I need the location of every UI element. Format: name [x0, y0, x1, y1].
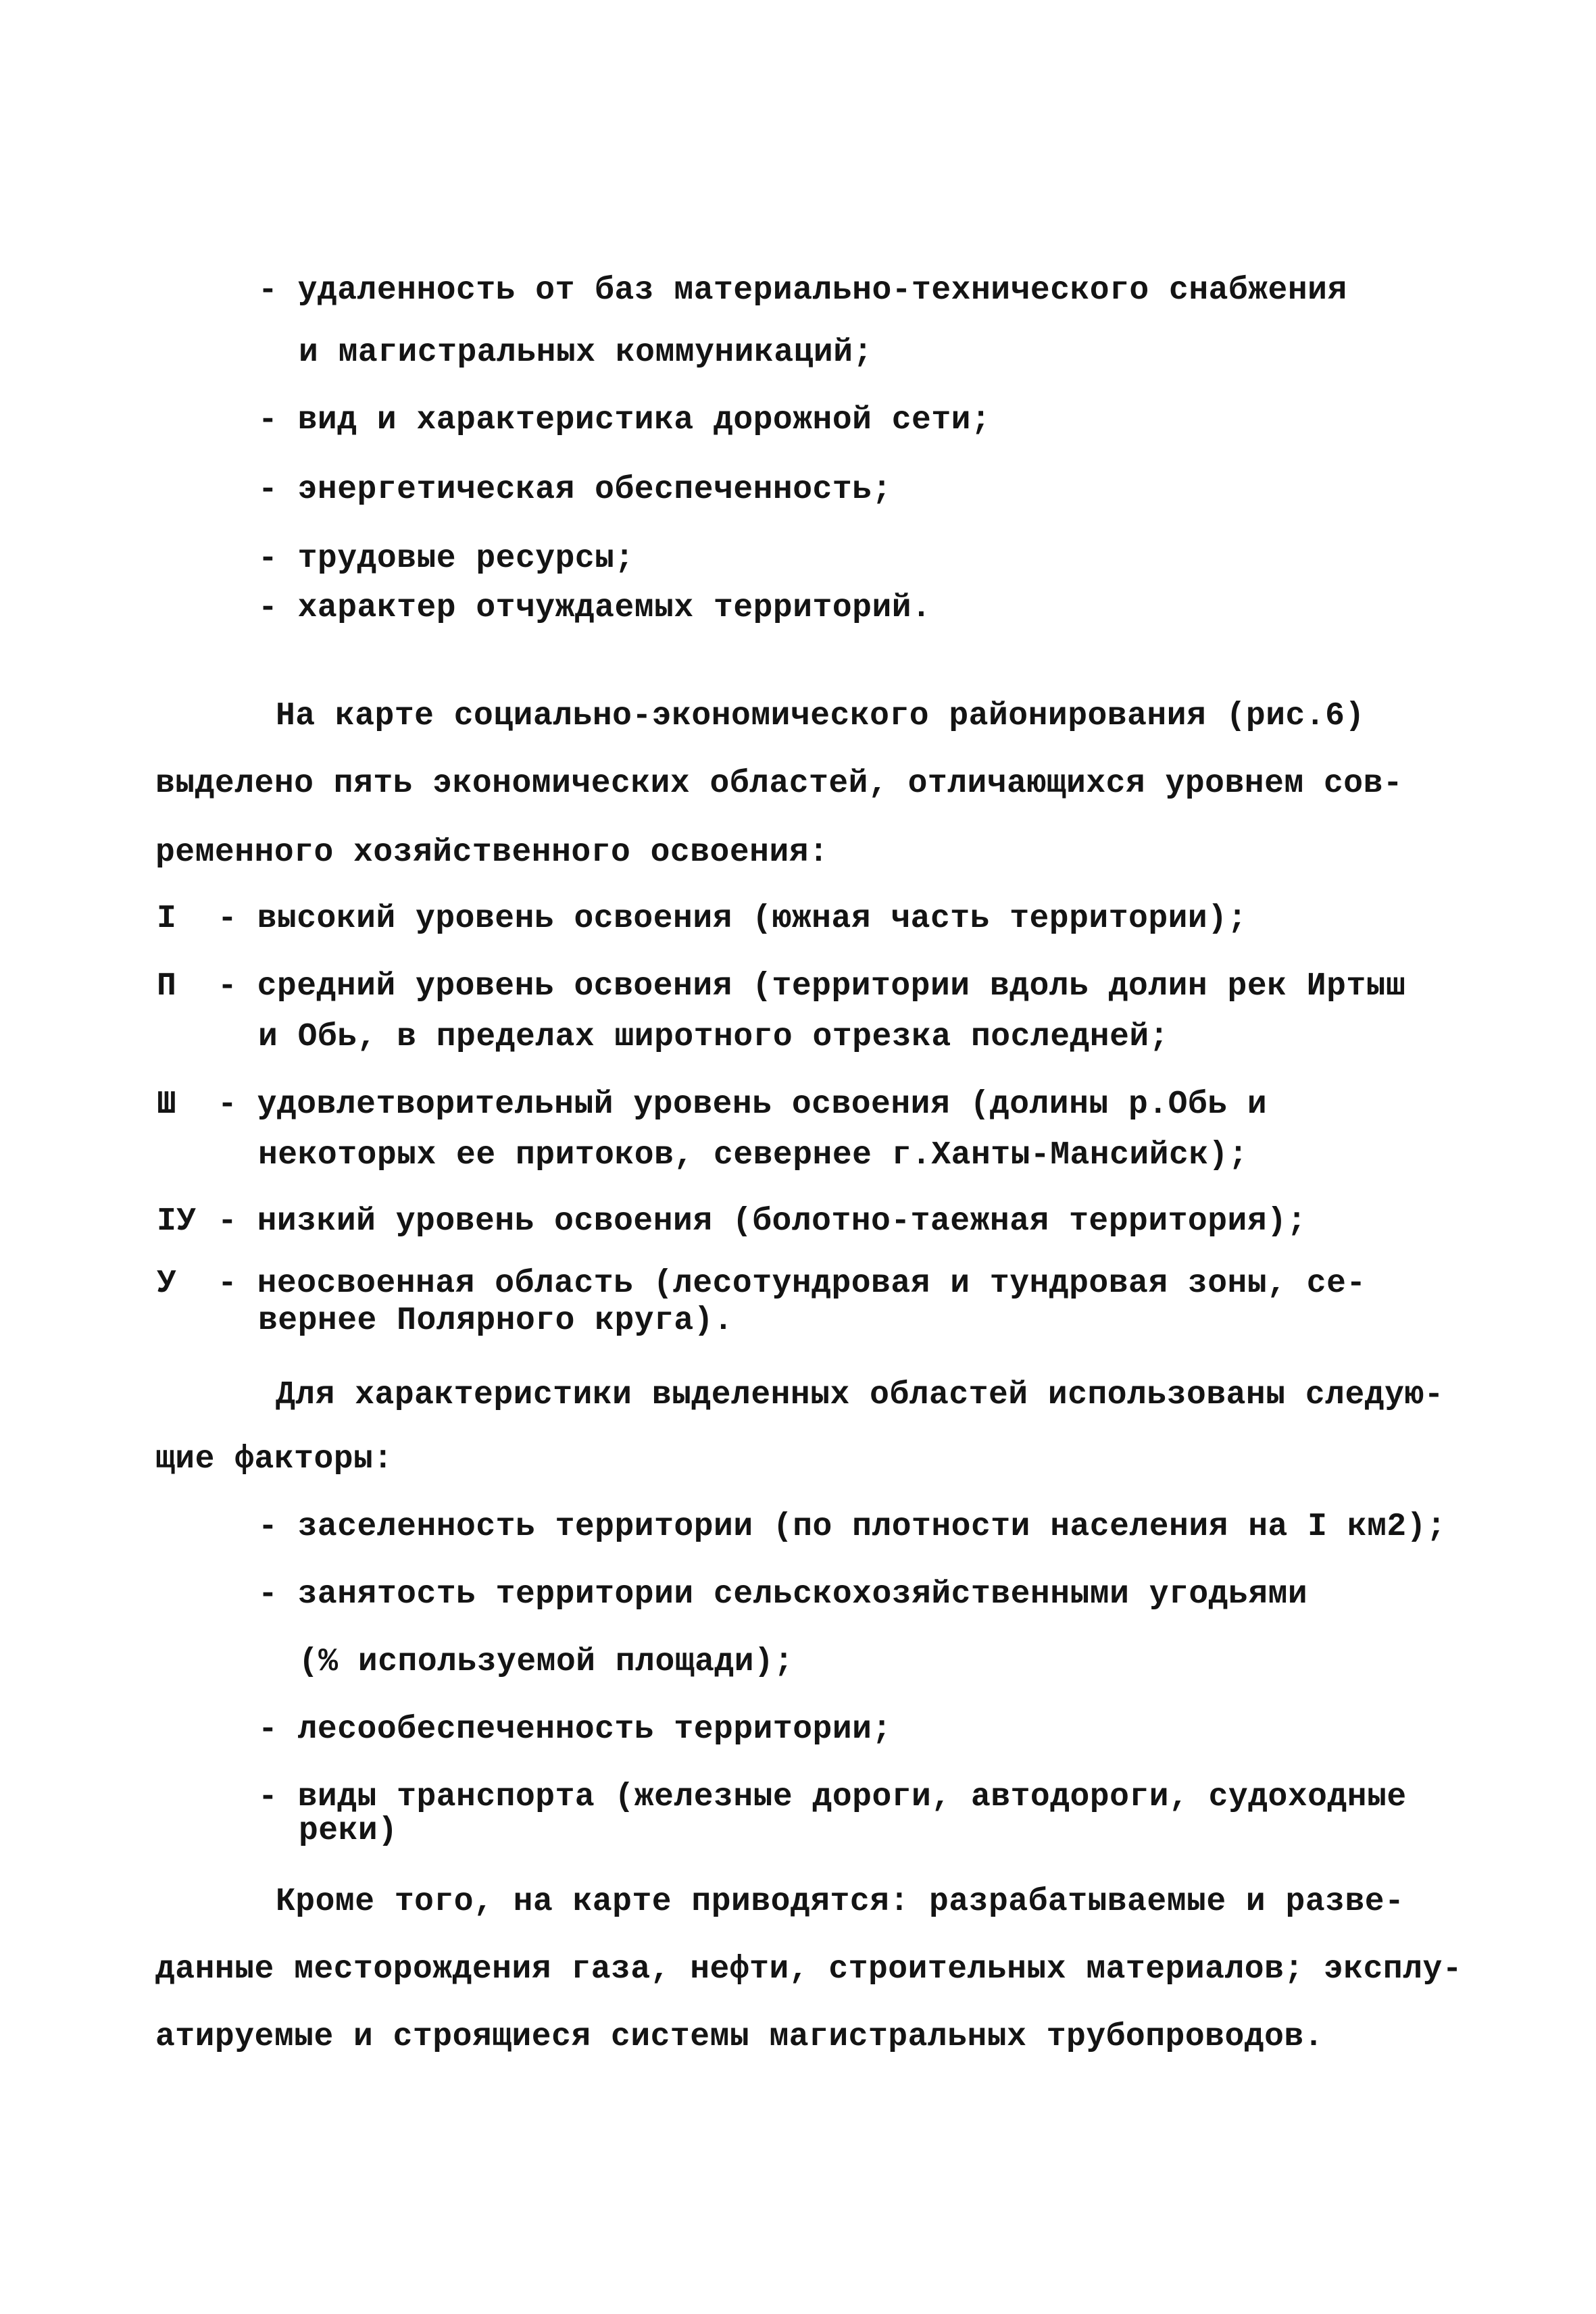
paragraph-2-line-2: щие факторы:	[155, 1441, 393, 1478]
bullet-territories: - характер отчуждаемых территорий.	[258, 590, 932, 626]
paragraph-1-line-2: выделено пять экономических областей, отличающихся уровнем сов-	[155, 765, 1403, 802]
region-text-4: - низкий уровень освоения (болотно-таежная территория);	[218, 1203, 1307, 1240]
region-text-3-cont: некоторых ее притоков, севернее г.Ханты-Мансийск);	[258, 1137, 1249, 1174]
region-number-2: П	[157, 968, 177, 1005]
bullet-remoteness-cont: и магистральных коммуникаций;	[299, 334, 873, 371]
bullet-road-network: - вид и характеристика дорожной сети;	[258, 402, 991, 438]
factor-forest: - лесообеспеченность территории;	[258, 1711, 892, 1748]
bullet-labor: - трудовые ресурсы;	[258, 540, 634, 577]
paragraph-1-line-1: На карте социально-экономического районирования (рис.6)	[276, 698, 1365, 734]
paragraph-3-line-1: Кроме того, на карте приводятся: разрабатываемые и разве-	[276, 1884, 1405, 1920]
region-number-1: I	[157, 901, 177, 937]
factor-population: - заселенность территории (по плотности населения на I км2);	[258, 1509, 1447, 1545]
factor-agriculture: - занятость территории сельскохозяйственными угодьями	[258, 1576, 1308, 1613]
region-number-5: У	[157, 1265, 177, 1302]
paragraph-2-line-1: Для характеристики выделенных областей использованы следую-	[276, 1377, 1444, 1413]
region-text-5-cont: вернее Полярного круга).	[258, 1303, 734, 1339]
bullet-energy: - энергетическая обеспеченность;	[258, 472, 892, 508]
paragraph-1-line-3: ременного хозяйственного освоения:	[155, 834, 829, 871]
region-text-1: - высокий уровень освоения (южная часть территории);	[218, 901, 1247, 937]
bullet-remoteness: - удаленность от баз материально-технического снабжения	[258, 272, 1347, 309]
paragraph-3-line-3: атируемые и строящиеся системы магистральных трубопроводов.	[155, 2019, 1324, 2055]
factor-transport: - виды транспорта (железные дороги, автодороги, судоходные	[258, 1779, 1407, 1815]
region-text-2: - средний уровень освоения (территории вдоль долин рек Иртыш	[218, 968, 1406, 1005]
region-number-4: IУ	[157, 1203, 197, 1240]
paragraph-3-line-2: данные месторождения газа, нефти, строительных материалов; эксплу-	[155, 1951, 1463, 1988]
factor-agriculture-cont: (% используемой площади);	[299, 1644, 794, 1680]
factor-transport-cont: реки)	[299, 1813, 398, 1849]
region-number-3: Ш	[157, 1086, 177, 1123]
region-text-5: - неосвоенная область (лесотундровая и тундровая зоны, се-	[218, 1265, 1366, 1302]
region-text-3: - удовлетворительный уровень освоения (долины р.Обь и	[218, 1086, 1268, 1123]
region-text-2-cont: и Обь, в пределах широтного отрезка последней;	[258, 1019, 1170, 1055]
